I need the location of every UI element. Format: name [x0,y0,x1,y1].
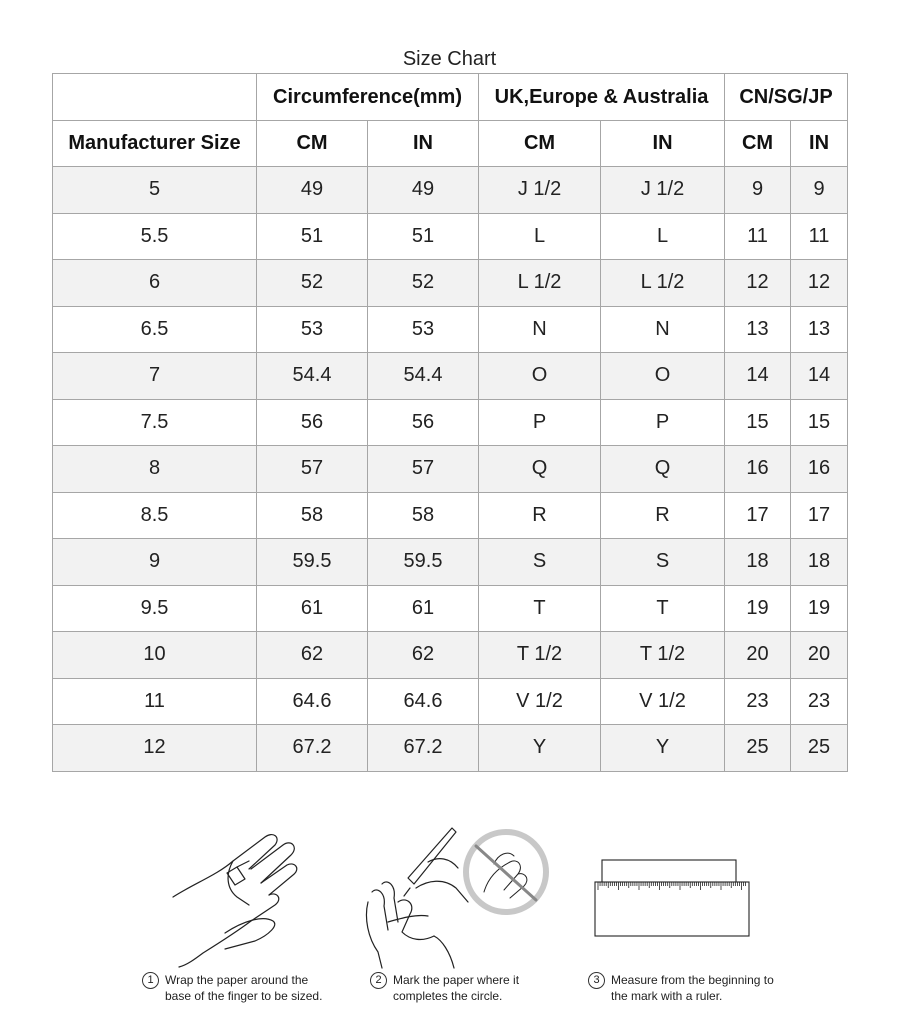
cn-cm-cell: 20 [725,632,791,679]
circumference-cm-cell: 64.6 [257,678,368,725]
cn-cm-cell: 13 [725,306,791,353]
uk-in-cell: Y [601,725,725,772]
step-3-number: 3 [588,972,605,989]
table-row [53,353,848,400]
circumference-in-cell: 53 [368,306,479,353]
manufacturer-size-cell: 8 [53,446,257,493]
table-row [53,632,848,679]
manufacturer-size-cell: 8.5 [53,492,257,539]
table-row [53,167,848,214]
uk-in-cell: P [601,399,725,446]
cn-in-cell: 12 [791,260,848,307]
step-2-text: Mark the paper where it completes the circle. [393,973,520,1003]
uk-in-cell: V 1/2 [601,678,725,725]
circumference-cm-cell: 54.4 [257,353,368,400]
circumference-cm-cell: 51 [257,213,368,260]
step-3-text: Measure from the beginning to the mark with a ruler. [611,973,774,1003]
circumference-cm-cell: 62 [257,632,368,679]
hand-wrap-icon [165,825,310,970]
circumference-cm-cell: 67.2 [257,725,368,772]
uk-cm-cell: L 1/2 [479,260,601,307]
table-row [53,539,848,586]
uk-in-cell: L 1/2 [601,260,725,307]
cn-cm-cell: 11 [725,213,791,260]
cn-in-cell: 15 [791,399,848,446]
cn-in-cell: 20 [791,632,848,679]
circumference-cm-cell: 58 [257,492,368,539]
table-row [53,399,848,446]
step-2-caption [370,972,528,1004]
uk-in-cell: L [601,213,725,260]
measuring-steps [0,820,899,1009]
table-row [53,492,848,539]
table-row [53,446,848,493]
circumference-cm-cell: 59.5 [257,539,368,586]
manufacturer-size-cell: 7 [53,353,257,400]
uk-in-cell: R [601,492,725,539]
cn-cm-cell: 15 [725,399,791,446]
manufacturer-size-cell: 5 [53,167,257,214]
uk-cm-cell: S [479,539,601,586]
manufacturer-size-cell: 11 [53,678,257,725]
circumference-in-cell: 61 [368,585,479,632]
circumference-in-cell: 51 [368,213,479,260]
circumference-in-cell: 58 [368,492,479,539]
manufacturer-size-cell: 9.5 [53,585,257,632]
uk-cm-cell: Y [479,725,601,772]
empty-corner-cell [53,74,257,121]
uk-cm-cell: N [479,306,601,353]
cn-cm-cell: 17 [725,492,791,539]
manufacturer-size-cell: 7.5 [53,399,257,446]
uk-cm-cell: J 1/2 [479,167,601,214]
circumference-cm-cell: 61 [257,585,368,632]
circumference-in-cell: 54.4 [368,353,479,400]
uk-cm-cell: Q [479,446,601,493]
manufacturer-size-cell: 9 [53,539,257,586]
uk-cm-cell: R [479,492,601,539]
circumference-in-cell: 62 [368,632,479,679]
uk-cm-cell: O [479,353,601,400]
uk-in-cell: T [601,585,725,632]
ruler-icon [592,858,752,938]
cn-in-cell: 16 [791,446,848,493]
circumference-in-cell: 56 [368,399,479,446]
cn-in-cell: 18 [791,539,848,586]
group-header-row [53,74,848,121]
cn-in-cell: 13 [791,306,848,353]
cn-in-cell: 9 [791,167,848,214]
sub-header: IN [368,121,479,167]
group-header-cn: CN/SG/JP [725,74,848,121]
size-table-body [53,167,848,772]
sub-header: CM [257,121,368,167]
cn-in-cell: 14 [791,353,848,400]
cn-in-cell: 23 [791,678,848,725]
manufacturer-size-header: Manufacturer Size [53,121,257,167]
uk-in-cell: S [601,539,725,586]
cn-cm-cell: 14 [725,353,791,400]
table-row [53,306,848,353]
uk-in-cell: N [601,306,725,353]
cn-cm-cell: 23 [725,678,791,725]
cn-cm-cell: 16 [725,446,791,493]
cn-cm-cell: 9 [725,167,791,214]
table-row [53,260,848,307]
manufacturer-size-cell: 6.5 [53,306,257,353]
manufacturer-size-cell: 5.5 [53,213,257,260]
cn-in-cell: 11 [791,213,848,260]
sub-header: IN [791,121,848,167]
table-row [53,725,848,772]
circumference-in-cell: 59.5 [368,539,479,586]
uk-cm-cell: T 1/2 [479,632,601,679]
manufacturer-size-cell: 12 [53,725,257,772]
circumference-in-cell: 49 [368,167,479,214]
table-row [53,678,848,725]
cn-cm-cell: 25 [725,725,791,772]
circumference-in-cell: 52 [368,260,479,307]
manufacturer-size-cell: 10 [53,632,257,679]
uk-in-cell: O [601,353,725,400]
cn-in-cell: 17 [791,492,848,539]
cn-in-cell: 19 [791,585,848,632]
hand-mark-icon [358,822,553,972]
circumference-cm-cell: 57 [257,446,368,493]
circumference-in-cell: 64.6 [368,678,479,725]
cn-cm-cell: 18 [725,539,791,586]
uk-in-cell: Q [601,446,725,493]
sub-header: IN [601,121,725,167]
sub-header: CM [725,121,791,167]
uk-cm-cell: L [479,213,601,260]
circumference-cm-cell: 56 [257,399,368,446]
uk-in-cell: T 1/2 [601,632,725,679]
circumference-cm-cell: 49 [257,167,368,214]
circumference-in-cell: 57 [368,446,479,493]
cn-cm-cell: 12 [725,260,791,307]
step-2-number: 2 [370,972,387,989]
circumference-in-cell: 67.2 [368,725,479,772]
step-1-text: Wrap the paper around the base of the finger to be sized. [165,973,323,1003]
cn-cm-cell: 19 [725,585,791,632]
step-1-caption [142,972,325,1004]
manufacturer-size-cell: 6 [53,260,257,307]
group-header-uk: UK,Europe & Australia [479,74,725,121]
group-header-circumference: Circumference(mm) [257,74,479,121]
sub-header: CM [479,121,601,167]
uk-cm-cell: P [479,399,601,446]
uk-in-cell: J 1/2 [601,167,725,214]
size-chart-table [52,73,848,772]
circumference-cm-cell: 52 [257,260,368,307]
uk-cm-cell: V 1/2 [479,678,601,725]
table-row [53,213,848,260]
table-row [53,585,848,632]
cn-in-cell: 25 [791,725,848,772]
step-1-number: 1 [142,972,159,989]
uk-cm-cell: T [479,585,601,632]
step-3-caption [588,972,781,1004]
sub-header-row [53,121,848,167]
page-title: Size Chart [402,48,497,70]
circumference-cm-cell: 53 [257,306,368,353]
